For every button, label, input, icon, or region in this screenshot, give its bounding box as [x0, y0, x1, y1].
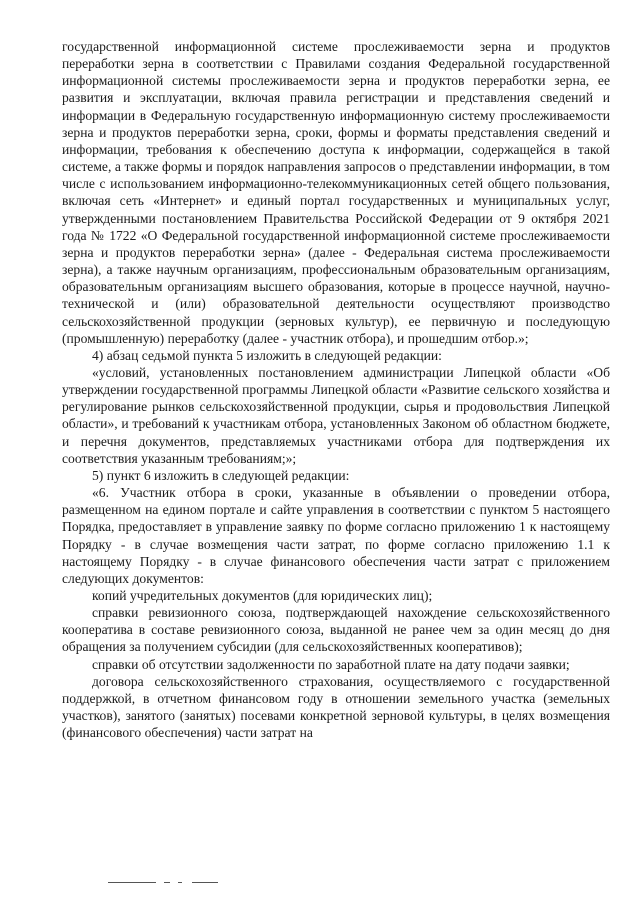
paragraph-6: копий учредительных документов (для юридических лиц);	[92, 588, 433, 603]
scan-artifact-mark	[108, 880, 218, 886]
paragraph-2: 4) абзац седьмой пункта 5 изложить в следующей редакции:	[92, 347, 442, 363]
paragraph-8: справки об отсутствии задолженности по заработной плате на дату подачи заявки;	[92, 656, 570, 672]
paragraph-3: «условий, установленных постановлением администрации Липецкой области «Об утверждении государственной программы Липецкой области «Развитие сельского хозяйства и регулирование рынков сельскохозяйственной продукции, сырья и продовольствия Липецкой области», и требований к участникам отбора, установленных Законом об областном бюджете, и перечня документов, представляемых участниками отбора для подтверждения их соответствия указанным требованиям;»;	[62, 364, 610, 466]
paragraph-4: 5) пункт 6 изложить в следующей редакции:	[92, 467, 350, 483]
paragraph-5: «6. Участник отбора в сроки, указанные в объявлении о проведении отбора, размещенном на едином портале и сайте управления в соответствии с пунктом 5 настоящего Порядка, предоставляет в управление заявку по форме согласно приложению 1 к настоящему Порядку - в случае возмещения части затрат, по форме согласно приложению 1.1 к настоящему Порядку - в случае финансового обеспечения части затрат с приложением следующих документов:	[62, 485, 610, 586]
paragraph-1: государственной информационной системе прослеживаемости зерна и продуктов переработки зерна в соответствии с Правилами создания Федеральной государственной информационной системы прослеживаемости зерна и продуктов переработки зерна, ее развития и эксплуатации, включая правила регистрации и представления сведений и информации в Федеральную государственную информационную систему прослеживаемости зерна и продуктов переработки зерна, сроки, формы и форматы представления сведений и информации, требования к обеспечению доступа к информации, содержащейся в такой системе, а также формы и порядок направления запросов о представлении информации, в том числе с использованием информационно-телекоммуникационных сетей общего пользования, включая сеть «Интернет» и единый портал государственных и муниципальных услуг, утвержденными постановлением Правительства Российской Федерации от 9 октября 2021 года № 1722 «О Федеральной государственной информационной системе прослеживаемости зерна и продуктов переработки зерна» (далее - Федеральная система прослеживаемости зерна), а также научным организациям, профессиональным образовательным организациям, образовательным организациям высшего образования, которые в процессе научной, научно-технической и (или) образовательной деятельности осуществляют производство сельскохозяйственной продукции (зерновых культур), ее первичную и последующую (промышленную) переработку (далее - участник отбора), и прошедшим отбор.»;	[62, 39, 610, 346]
paragraph-9: договора сельскохозяйственного страхования, осуществляемого с государственной поддержкой, в отчетном финансовом году в отношении земельного участка (земельных участков), занятого (занятых) посевами конкретной зерновой культуры, в целях возмещения (финансового обеспечения) части затрат на	[62, 673, 610, 741]
paragraph-7: справки ревизионного союза, подтверждающей нахождение сельскохозяйственного кооператива в составе ревизионного союза, выданной не ранее чем за один месяц до дня обращения за получением субсидии (для сельскохозяйственных кооперативов);	[62, 605, 610, 655]
document-body	[62, 38, 610, 741]
